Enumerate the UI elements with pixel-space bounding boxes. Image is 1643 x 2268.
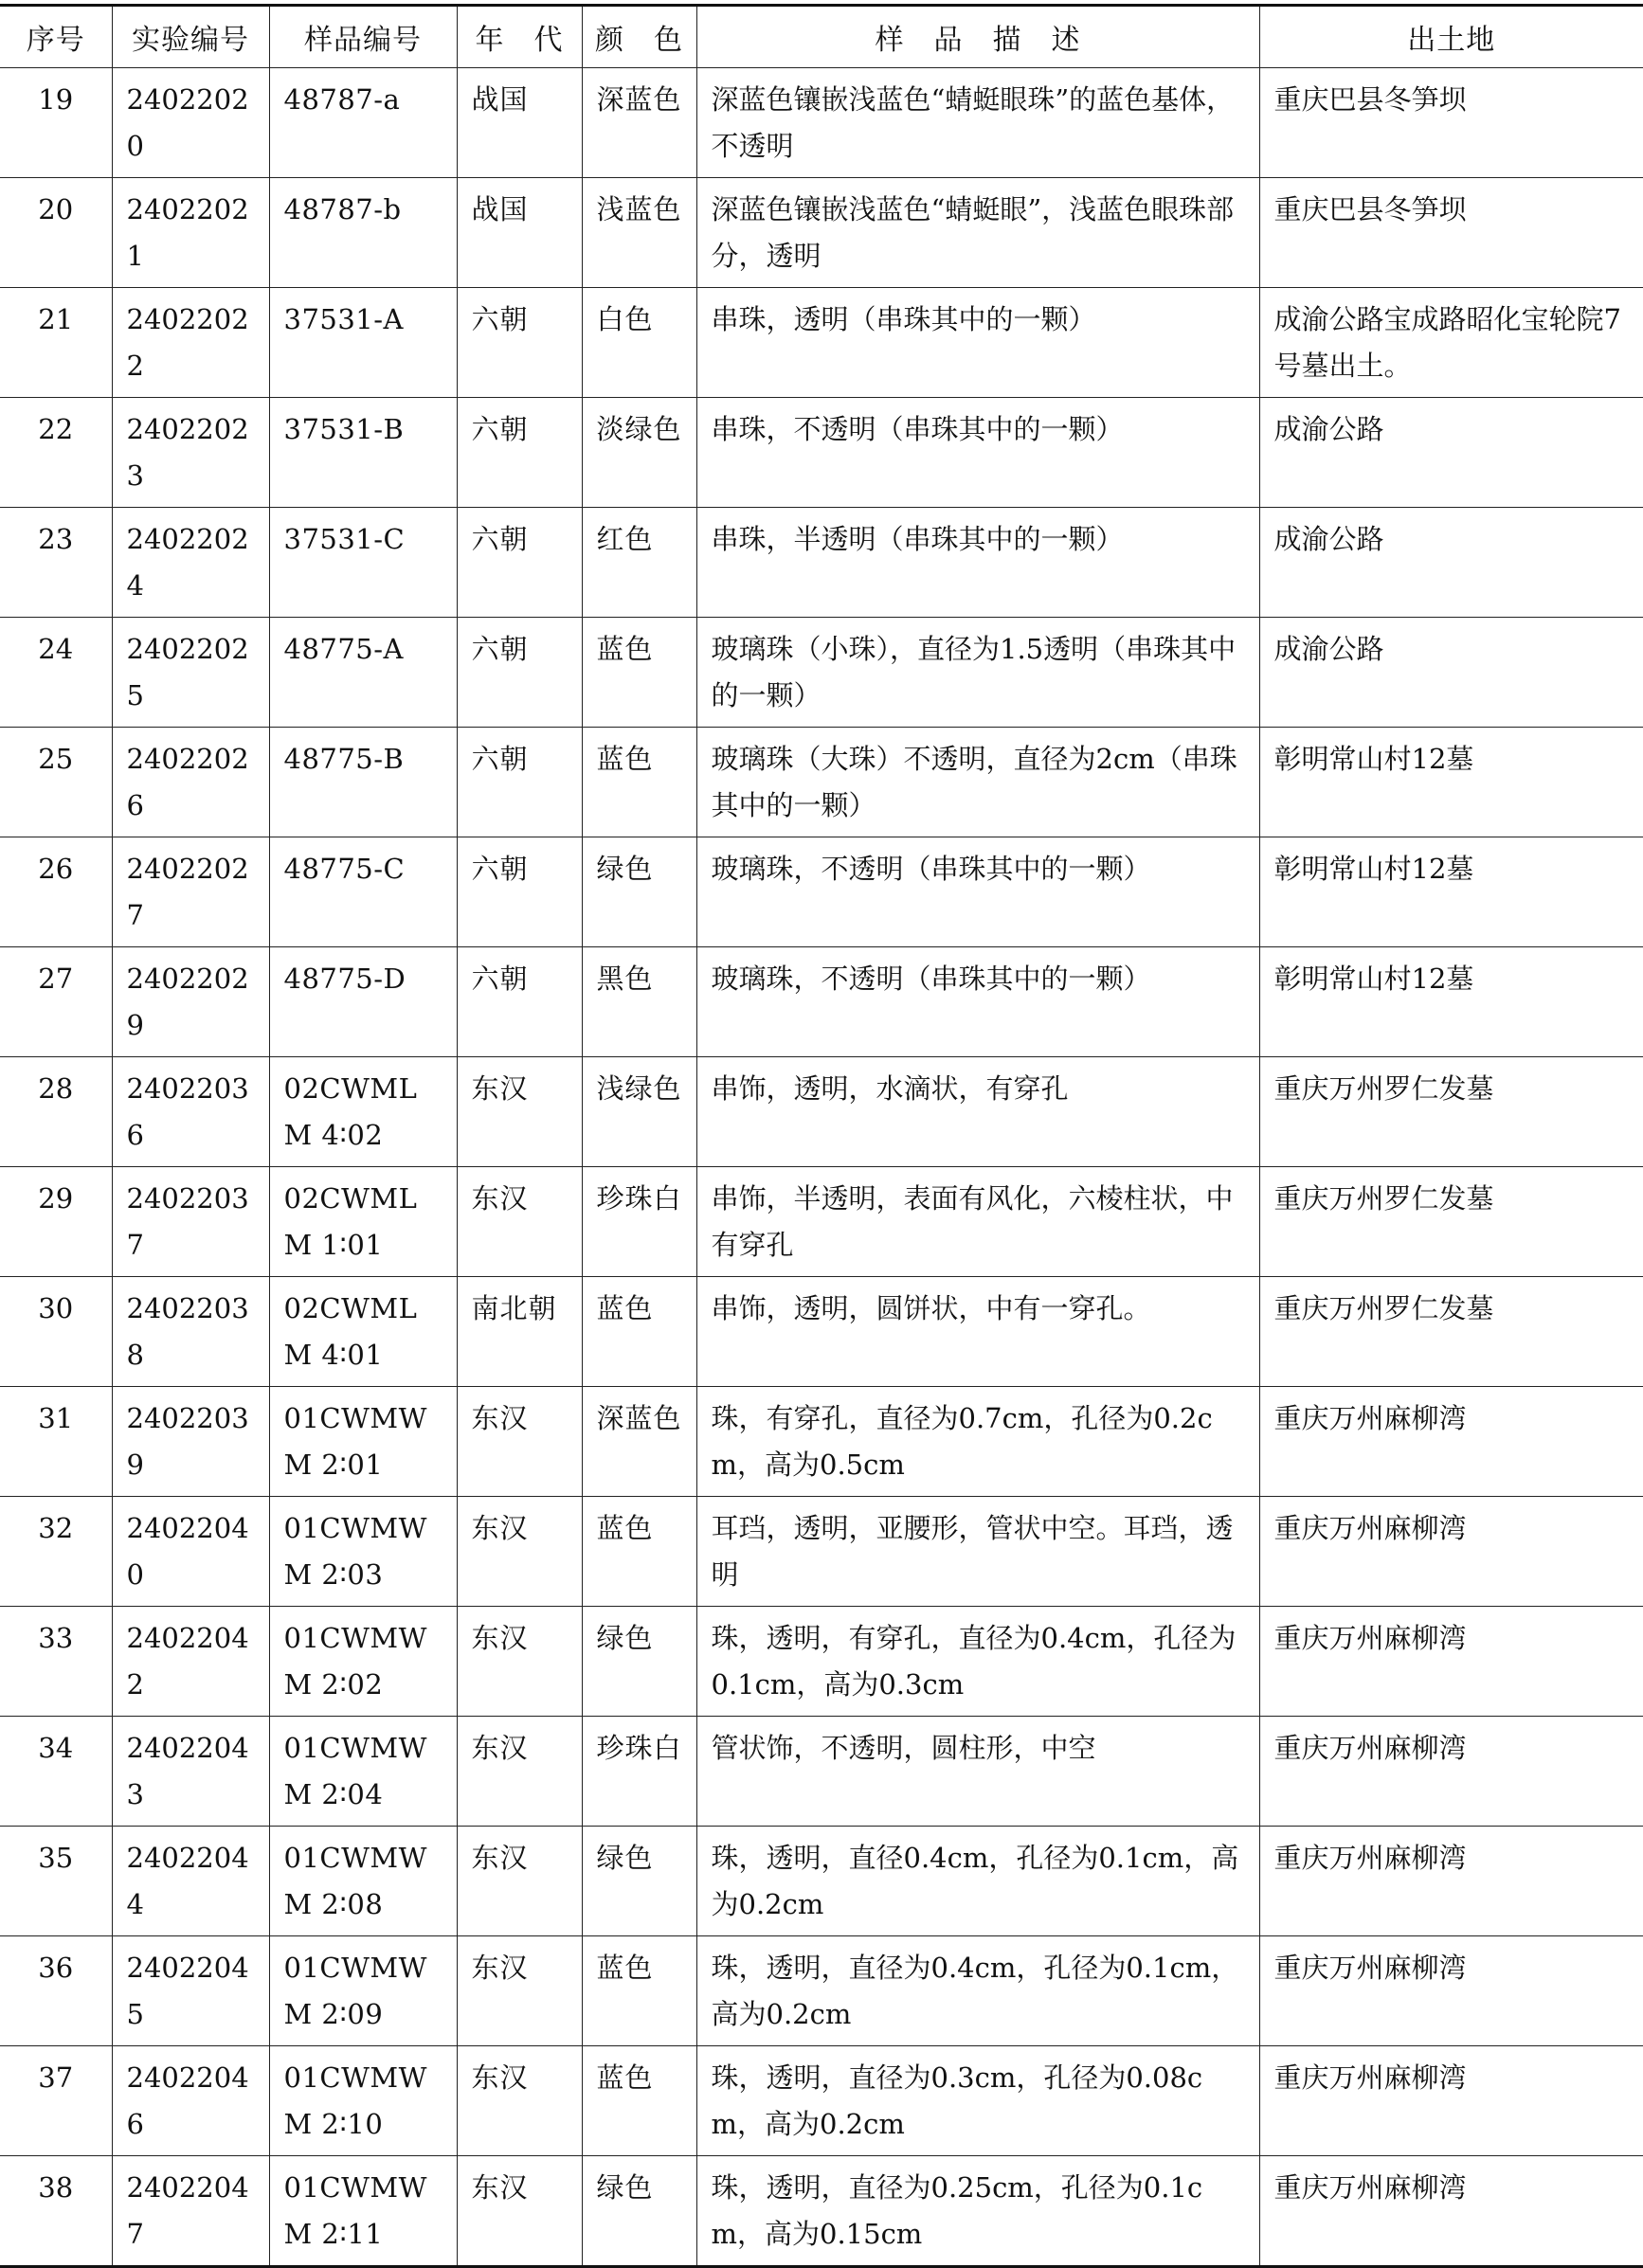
cell-site: 重庆万州麻柳湾 xyxy=(1259,2156,1643,2267)
table-row xyxy=(0,68,1643,178)
cell-seq: 37 xyxy=(0,2046,112,2156)
cell-site: 彰明常山村12墓 xyxy=(1259,837,1643,947)
cell-seq: 24 xyxy=(0,618,112,728)
header-description: 样 品 描 述 xyxy=(696,6,1259,68)
cell-description: 玻璃珠（大珠）不透明，直径为2cm（串珠其中的一颗） xyxy=(696,728,1259,837)
cell-period: 六朝 xyxy=(457,398,582,508)
cell-site: 成渝公路 xyxy=(1259,508,1643,618)
table-row xyxy=(0,1936,1643,2046)
cell-period: 六朝 xyxy=(457,508,582,618)
table-row xyxy=(0,1057,1643,1167)
table-row xyxy=(0,398,1643,508)
cell-sample-no: 01CWMWM 2∶11 xyxy=(269,2156,457,2267)
cell-color: 绿色 xyxy=(582,1827,696,1936)
table-row xyxy=(0,508,1643,618)
cell-sample-no: 48787-a xyxy=(269,68,457,178)
cell-sample-no: 37531-A xyxy=(269,288,457,398)
cell-period: 东汉 xyxy=(457,1717,582,1827)
cell-lab-no: 24022023 xyxy=(112,398,269,508)
cell-site: 重庆巴县冬笋坝 xyxy=(1259,178,1643,288)
cell-sample-no: 01CWMWM 2∶09 xyxy=(269,1936,457,2046)
cell-color: 蓝色 xyxy=(582,728,696,837)
cell-period: 六朝 xyxy=(457,618,582,728)
cell-description: 珠，透明，直径0.4cm，孔径为0.1cm，高为0.2cm xyxy=(696,1827,1259,1936)
table-row xyxy=(0,2046,1643,2156)
table-row xyxy=(0,1387,1643,1497)
cell-description: 玻璃珠，不透明（串珠其中的一颗） xyxy=(696,947,1259,1057)
cell-site: 成渝公路宝成路昭化宝轮院7号墓出土。 xyxy=(1259,288,1643,398)
cell-period: 六朝 xyxy=(457,728,582,837)
cell-color: 蓝色 xyxy=(582,618,696,728)
table-row xyxy=(0,178,1643,288)
cell-color: 蓝色 xyxy=(582,1936,696,2046)
cell-seq: 33 xyxy=(0,1607,112,1717)
cell-sample-no: 37531-C xyxy=(269,508,457,618)
cell-seq: 31 xyxy=(0,1387,112,1497)
cell-seq: 19 xyxy=(0,68,112,178)
cell-description: 珠，透明，有穿孔，直径为0.4cm，孔径为0.1cm，高为0.3cm xyxy=(696,1607,1259,1717)
cell-description: 串珠，半透明（串珠其中的一颗） xyxy=(696,508,1259,618)
cell-seq: 35 xyxy=(0,1827,112,1936)
cell-site: 重庆万州麻柳湾 xyxy=(1259,1497,1643,1607)
cell-site: 重庆万州罗仁发墓 xyxy=(1259,1167,1643,1277)
cell-color: 黑色 xyxy=(582,947,696,1057)
cell-sample-no: 48775-B xyxy=(269,728,457,837)
cell-color: 淡绿色 xyxy=(582,398,696,508)
cell-period: 东汉 xyxy=(457,1167,582,1277)
table-row xyxy=(0,837,1643,947)
cell-color: 蓝色 xyxy=(582,2046,696,2156)
header-row xyxy=(0,6,1643,68)
table-body xyxy=(0,68,1643,2267)
table-row xyxy=(0,288,1643,398)
cell-site: 重庆万州罗仁发墓 xyxy=(1259,1057,1643,1167)
cell-color: 白色 xyxy=(582,288,696,398)
header-period: 年 代 xyxy=(457,6,582,68)
table-row xyxy=(0,1277,1643,1387)
cell-description: 玻璃珠，不透明（串珠其中的一颗） xyxy=(696,837,1259,947)
cell-description: 耳珰，透明，亚腰形，管状中空。耳珰，透明 xyxy=(696,1497,1259,1607)
cell-sample-no: 01CWMWM 2∶03 xyxy=(269,1497,457,1607)
cell-sample-no: 02CWMLM 1∶01 xyxy=(269,1167,457,1277)
header-site: 出土地 xyxy=(1259,6,1643,68)
glass-sample-table xyxy=(0,4,1643,2268)
cell-lab-no: 24022025 xyxy=(112,618,269,728)
cell-period: 东汉 xyxy=(457,1827,582,1936)
cell-period: 东汉 xyxy=(457,1497,582,1607)
cell-site: 重庆万州麻柳湾 xyxy=(1259,1936,1643,2046)
cell-sample-no: 02CWMLM 4∶02 xyxy=(269,1057,457,1167)
cell-period: 东汉 xyxy=(457,2156,582,2267)
cell-sample-no: 48787-b xyxy=(269,178,457,288)
header-seq: 序号 xyxy=(0,6,112,68)
cell-site: 重庆万州罗仁发墓 xyxy=(1259,1277,1643,1387)
cell-seq: 28 xyxy=(0,1057,112,1167)
cell-color: 深蓝色 xyxy=(582,1387,696,1497)
header-color: 颜 色 xyxy=(582,6,696,68)
cell-lab-no: 24022027 xyxy=(112,837,269,947)
cell-site: 成渝公路 xyxy=(1259,398,1643,508)
header-lab-no: 实验编号 xyxy=(112,6,269,68)
cell-lab-no: 24022042 xyxy=(112,1607,269,1717)
cell-seq: 20 xyxy=(0,178,112,288)
cell-period: 战国 xyxy=(457,68,582,178)
cell-lab-no: 24022038 xyxy=(112,1277,269,1387)
cell-lab-no: 24022020 xyxy=(112,68,269,178)
cell-site: 重庆万州麻柳湾 xyxy=(1259,1387,1643,1497)
cell-sample-no: 37531-B xyxy=(269,398,457,508)
table-row xyxy=(0,1497,1643,1607)
cell-seq: 32 xyxy=(0,1497,112,1607)
table-row xyxy=(0,1167,1643,1277)
cell-lab-no: 24022022 xyxy=(112,288,269,398)
cell-seq: 38 xyxy=(0,2156,112,2267)
cell-site: 重庆万州麻柳湾 xyxy=(1259,1607,1643,1717)
table-row xyxy=(0,1827,1643,1936)
cell-sample-no: 48775-C xyxy=(269,837,457,947)
table-row xyxy=(0,2156,1643,2267)
table-row xyxy=(0,1717,1643,1827)
cell-color: 浅绿色 xyxy=(582,1057,696,1167)
cell-color: 红色 xyxy=(582,508,696,618)
cell-seq: 27 xyxy=(0,947,112,1057)
table-row xyxy=(0,728,1643,837)
cell-lab-no: 24022024 xyxy=(112,508,269,618)
cell-lab-no: 24022045 xyxy=(112,1936,269,2046)
cell-sample-no: 01CWMWM 2∶10 xyxy=(269,2046,457,2156)
cell-color: 蓝色 xyxy=(582,1497,696,1607)
cell-description: 串珠，不透明（串珠其中的一颗） xyxy=(696,398,1259,508)
cell-color: 绿色 xyxy=(582,1607,696,1717)
header-sample-no: 样品编号 xyxy=(269,6,457,68)
cell-sample-no: 01CWMWM 2∶01 xyxy=(269,1387,457,1497)
cell-lab-no: 24022044 xyxy=(112,1827,269,1936)
table-header xyxy=(0,6,1643,68)
cell-site: 成渝公路 xyxy=(1259,618,1643,728)
cell-period: 东汉 xyxy=(457,2046,582,2156)
cell-seq: 21 xyxy=(0,288,112,398)
cell-lab-no: 24022036 xyxy=(112,1057,269,1167)
cell-lab-no: 24022037 xyxy=(112,1167,269,1277)
cell-period: 东汉 xyxy=(457,1057,582,1167)
cell-description: 玻璃珠（小珠），直径为1.5透明（串珠其中的一颗） xyxy=(696,618,1259,728)
table-row xyxy=(0,947,1643,1057)
cell-sample-no: 01CWMWM 2∶08 xyxy=(269,1827,457,1936)
table-row xyxy=(0,618,1643,728)
cell-seq: 25 xyxy=(0,728,112,837)
cell-seq: 22 xyxy=(0,398,112,508)
cell-description: 串饰，半透明，表面有风化，六棱柱状，中有穿孔 xyxy=(696,1167,1259,1277)
cell-seq: 34 xyxy=(0,1717,112,1827)
cell-description: 珠，透明，直径为0.4cm，孔径为0.1cm，高为0.2cm xyxy=(696,1936,1259,2046)
cell-site: 重庆万州麻柳湾 xyxy=(1259,1717,1643,1827)
cell-lab-no: 24022039 xyxy=(112,1387,269,1497)
cell-site: 重庆万州麻柳湾 xyxy=(1259,2046,1643,2156)
cell-period: 战国 xyxy=(457,178,582,288)
cell-description: 珠，透明，直径为0.3cm，孔径为0.08cm，高为0.2cm xyxy=(696,2046,1259,2156)
cell-color: 绿色 xyxy=(582,2156,696,2267)
table-row xyxy=(0,1607,1643,1717)
cell-seq: 36 xyxy=(0,1936,112,2046)
cell-lab-no: 24022047 xyxy=(112,2156,269,2267)
cell-description: 串饰，透明，水滴状，有穿孔 xyxy=(696,1057,1259,1167)
cell-period: 南北朝 xyxy=(457,1277,582,1387)
cell-sample-no: 48775-D xyxy=(269,947,457,1057)
cell-color: 深蓝色 xyxy=(582,68,696,178)
cell-description: 珠，透明，直径为0.25cm，孔径为0.1cm，高为0.15cm xyxy=(696,2156,1259,2267)
cell-sample-no: 01CWMWM 2∶04 xyxy=(269,1717,457,1827)
cell-sample-no: 02CWMLM 4∶01 xyxy=(269,1277,457,1387)
cell-period: 六朝 xyxy=(457,947,582,1057)
cell-description: 管状饰，不透明，圆柱形，中空 xyxy=(696,1717,1259,1827)
cell-lab-no: 24022043 xyxy=(112,1717,269,1827)
cell-color: 珍珠白 xyxy=(582,1167,696,1277)
cell-site: 彰明常山村12墓 xyxy=(1259,947,1643,1057)
cell-period: 东汉 xyxy=(457,1936,582,2046)
cell-site: 重庆万州麻柳湾 xyxy=(1259,1827,1643,1936)
cell-color: 浅蓝色 xyxy=(582,178,696,288)
cell-description: 深蓝色镶嵌浅蓝色“蜻蜓眼”，浅蓝色眼珠部分，透明 xyxy=(696,178,1259,288)
cell-site: 重庆巴县冬笋坝 xyxy=(1259,68,1643,178)
cell-description: 串珠，透明（串珠其中的一颗） xyxy=(696,288,1259,398)
cell-description: 珠，有穿孔，直径为0.7cm，孔径为0.2cm，高为0.5cm xyxy=(696,1387,1259,1497)
cell-color: 绿色 xyxy=(582,837,696,947)
cell-description: 串饰，透明，圆饼状，中有一穿孔。 xyxy=(696,1277,1259,1387)
cell-sample-no: 48775-A xyxy=(269,618,457,728)
cell-period: 六朝 xyxy=(457,837,582,947)
cell-seq: 23 xyxy=(0,508,112,618)
cell-period: 六朝 xyxy=(457,288,582,398)
cell-site: 彰明常山村12墓 xyxy=(1259,728,1643,837)
cell-seq: 29 xyxy=(0,1167,112,1277)
cell-seq: 26 xyxy=(0,837,112,947)
cell-lab-no: 24022029 xyxy=(112,947,269,1057)
cell-lab-no: 24022021 xyxy=(112,178,269,288)
cell-lab-no: 24022046 xyxy=(112,2046,269,2156)
cell-period: 东汉 xyxy=(457,1387,582,1497)
cell-seq: 30 xyxy=(0,1277,112,1387)
cell-color: 珍珠白 xyxy=(582,1717,696,1827)
cell-description: 深蓝色镶嵌浅蓝色“蜻蜓眼珠”的蓝色基体，不透明 xyxy=(696,68,1259,178)
cell-lab-no: 24022040 xyxy=(112,1497,269,1607)
cell-color: 蓝色 xyxy=(582,1277,696,1387)
cell-sample-no: 01CWMWM 2∶02 xyxy=(269,1607,457,1717)
cell-lab-no: 24022026 xyxy=(112,728,269,837)
cell-period: 东汉 xyxy=(457,1607,582,1717)
